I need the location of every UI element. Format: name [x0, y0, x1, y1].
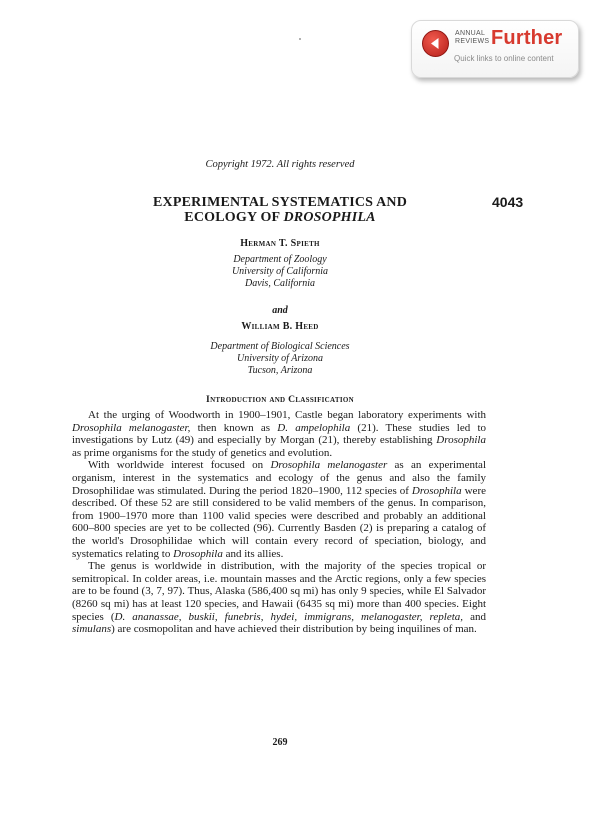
page-number: 269 [272, 737, 288, 748]
body-text [72, 409, 486, 636]
article-number: 4043 [492, 194, 524, 210]
text-run: and [463, 610, 487, 623]
italic-term: Drosophila [436, 434, 486, 447]
italic-term: Drosophila [173, 547, 223, 560]
body-paragraph [72, 459, 486, 560]
copyright-notice: Copyright 1972. All rights reserved [205, 159, 355, 170]
text-run: ) are cosmopolitan and have achieved their distribution by being inquilines of man. [111, 623, 477, 636]
text-run: At the urging of Woodworth in 1900–1901, Castle began laboratory experiments with [88, 409, 486, 421]
title-line-2: ECOLOGY OF DROSOPHILA [184, 210, 376, 225]
back-arrow-icon [422, 30, 449, 57]
body-paragraph [72, 560, 486, 636]
author-affiliation-1: Department of Zoology University of California Davis, California [231, 254, 329, 289]
text-run: as prime organisms for the study of genetics and evolution. [72, 446, 333, 459]
section-heading: Introduction and Classification [206, 394, 354, 405]
annual-reviews-logo: ANNUAL REVIEWS [455, 30, 490, 45]
text-run: (21). These studies led to investigations by Lutz (49) and especially by Morgan (21), thereby establishing [72, 421, 486, 447]
author-name-1: Herman T. Spieth [240, 238, 320, 249]
italic-term: D. ananassae, buskii, funebris, hydei, immigrans, melanogaster, repleta, [114, 610, 464, 623]
author-conjunction: and [272, 305, 288, 316]
text-run: were described. Of these 52 are still considered to be valid members of the genus. In comparison, from 1900–1970 more than 1100 valid species were described and probably an additional 600–800 species are yet to be collected (96). Currently Basden (2) is preparing a catalog of the world's Drosophilidae which will contain every record of speciation, biology, and systematics relating to [72, 484, 486, 560]
title-line-1: EXPERIMENTAL SYSTEMATICS AND [152, 195, 408, 210]
author-affiliation-2: Department of Biological Sciences University of Arizona Tucson, Arizona [210, 341, 350, 376]
text-run: With worldwide interest focused on [88, 459, 271, 472]
text-run: and its allies. [222, 547, 284, 560]
speck [299, 38, 301, 40]
text-run: then known as [190, 421, 278, 434]
further-tagline: Quick links to online content [454, 54, 554, 63]
italic-term: simulans [72, 623, 112, 636]
italic-term: Drosophila melanogaster, [72, 421, 191, 434]
further-word: Further [491, 27, 563, 49]
further-badge[interactable] [411, 20, 579, 78]
text-run: The genus is worldwide in distribution, with the majority of the species tropical or semitropical. In colder areas, i.e. mountain masses and the Arctic regions, only a few species are to be found (3, 7, 97). Thus, Alaska (586,400 sq mi) has only 9 species, while El Salvador (8260 sq mi) has at least 120 species, and Hawaii (6435 sq mi) more than 400 species. Eight species ( [72, 560, 486, 623]
text-run: as an experimental organism, interest in the systematics and ecology of the genus and also the family Drosophilidae was stimulated. During the period 1820–1900, 112 species of [72, 459, 486, 497]
italic-term: D. ampelophila [277, 421, 351, 434]
author-name-2: William B. Heed [241, 321, 319, 332]
body-paragraph [72, 409, 486, 459]
italic-term: Drosophila [411, 484, 462, 497]
article-title [110, 195, 450, 225]
italic-term: Drosophila melanogaster [270, 459, 388, 472]
